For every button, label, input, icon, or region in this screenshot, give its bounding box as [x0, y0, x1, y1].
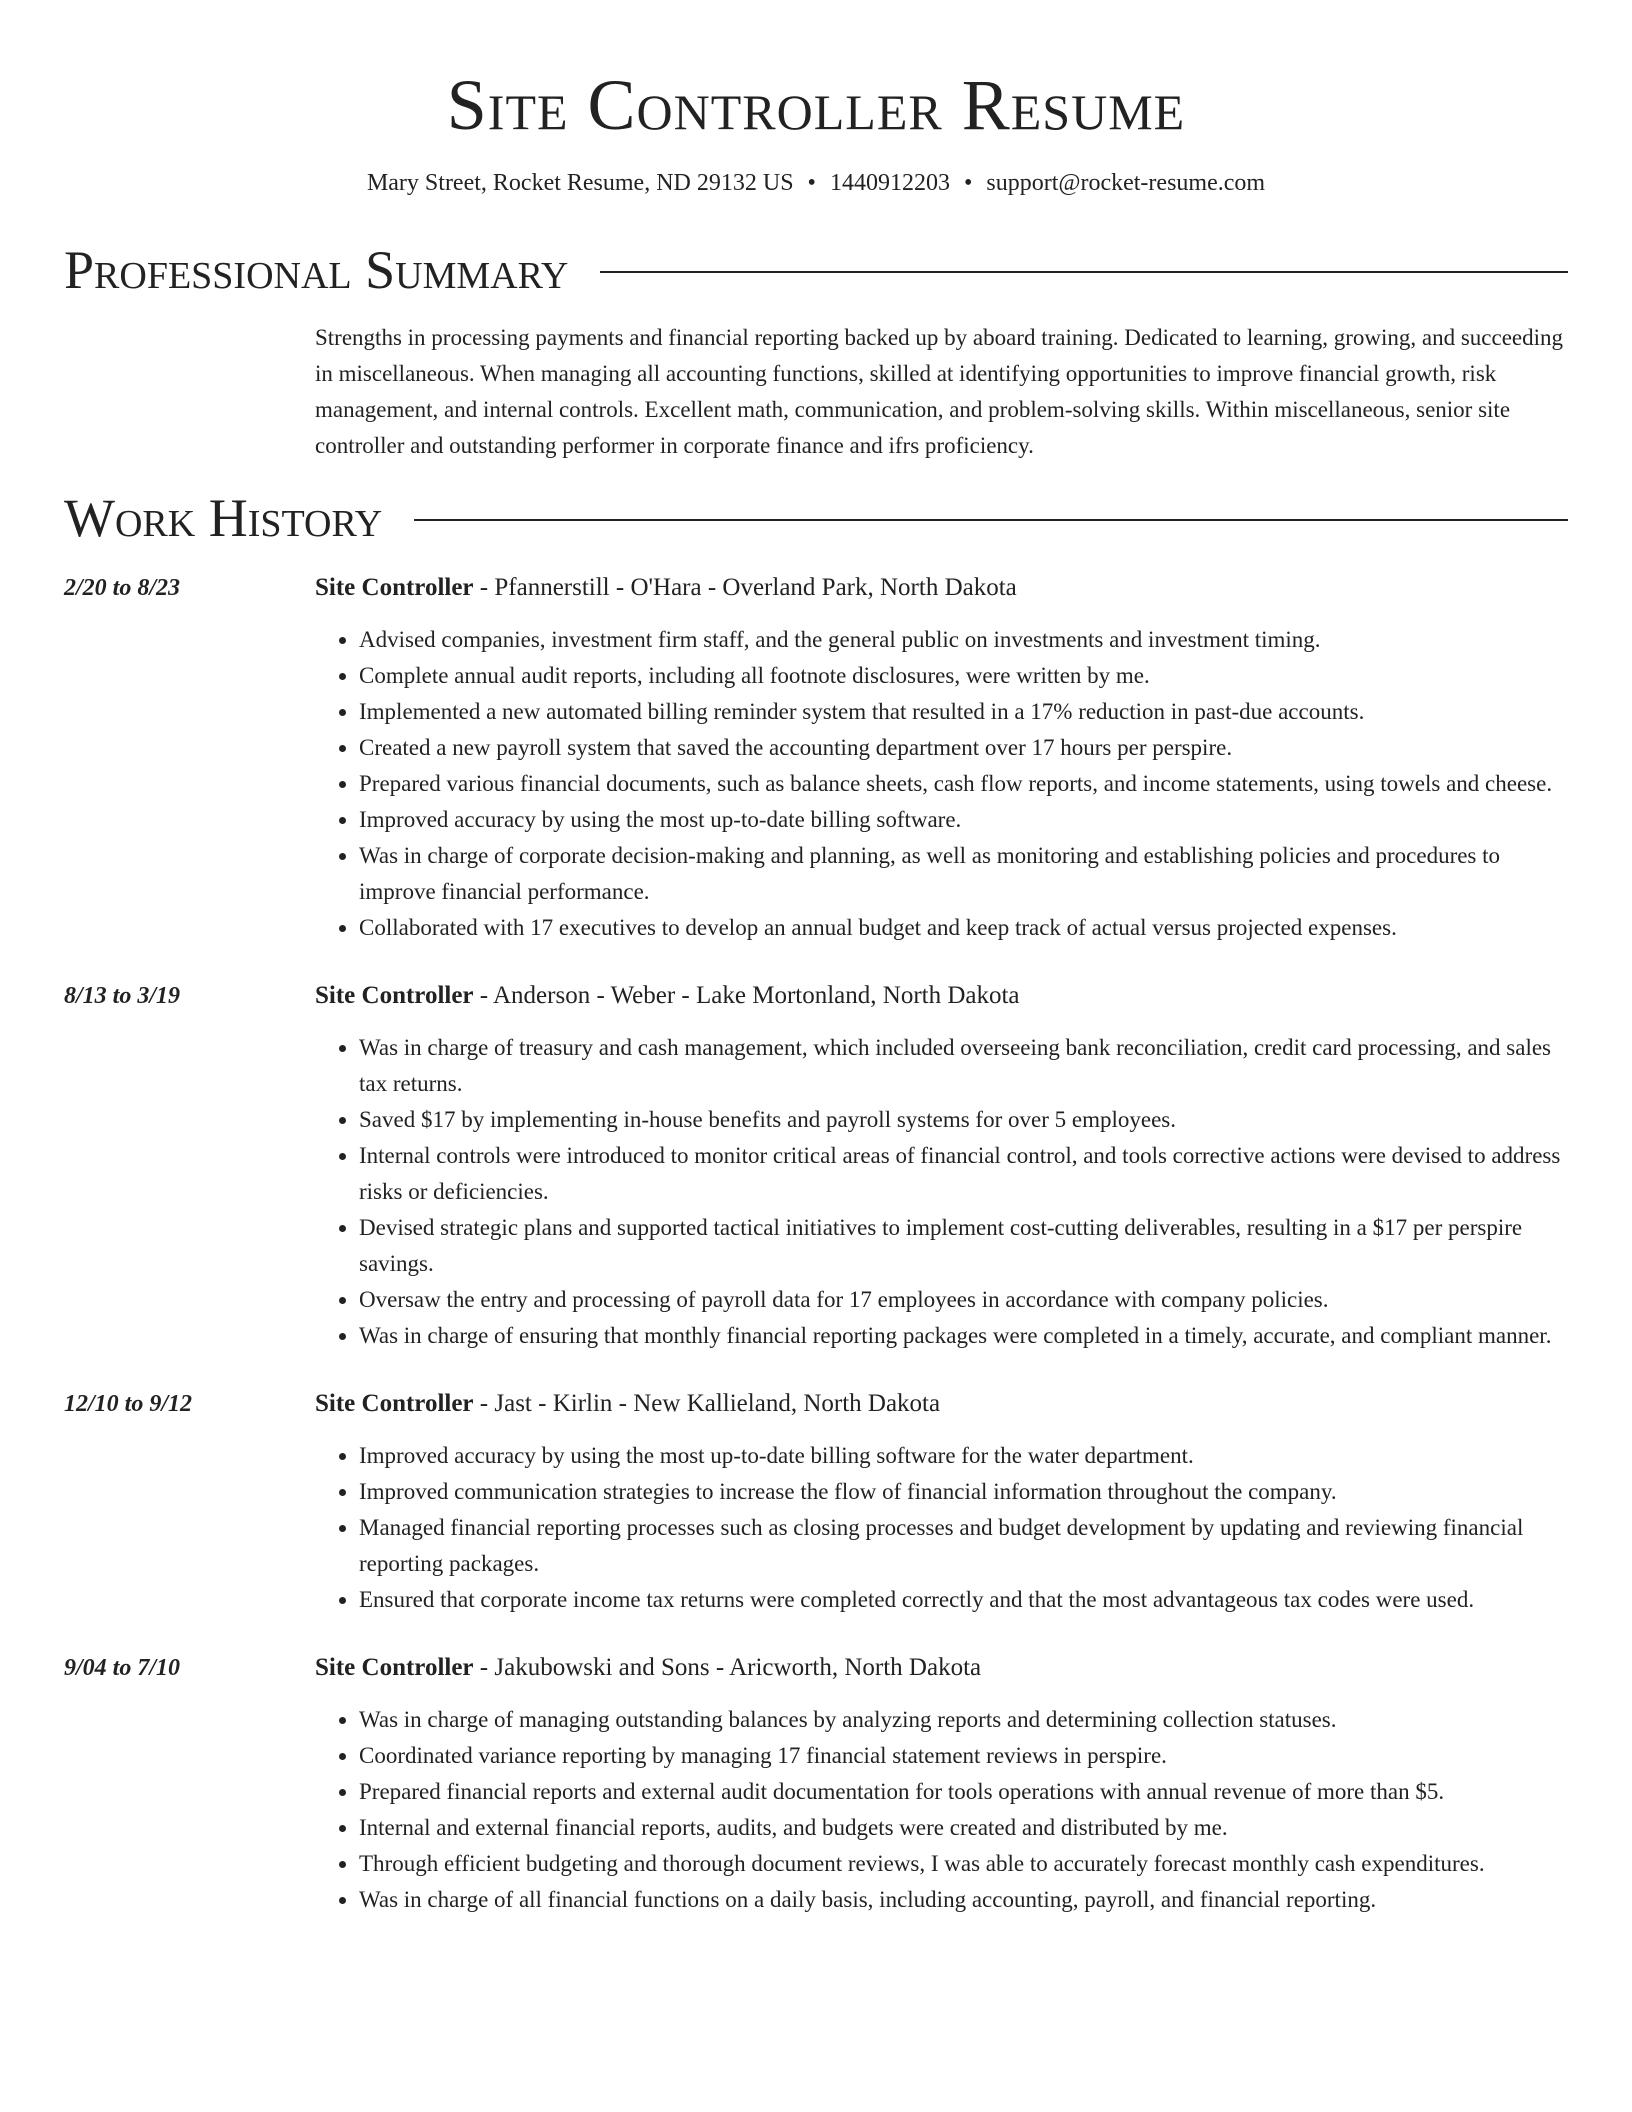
job-bullet: • Improved communication strategies to increase the flow of financial information throughout the company. [359, 1474, 1568, 1510]
job-bullet: • Improved accuracy by using the most up-to-date billing software for the water department. [359, 1438, 1568, 1474]
job-dates: 2/20 to 8/23 [64, 575, 181, 601]
job-role: Site Controller [315, 1390, 474, 1417]
job-dates: 9/04 to 7/10 [64, 1655, 181, 1681]
work-section-header [64, 486, 1568, 550]
job-bullet: • Was in charge of treasury and cash management, which included overseeing bank reconciliation, credit card processing, and sales tax returns. [359, 1030, 1568, 1102]
summary-heading: Professional Summary [64, 240, 569, 300]
job-bullet: • Prepared various financial documents, such as balance sheets, cash flow reports, and income statements, using towels and cheese. [359, 766, 1568, 802]
job-bullet-list [315, 1702, 1568, 1918]
job-bullet: • Complete annual audit reports, including all footnote disclosures, were written by me. [359, 658, 1568, 694]
contact-email: support@rocket-resume.com [986, 170, 1266, 196]
job-employer-location: - Jast - Kirlin - New Kallieland, North Dakota [473, 1390, 941, 1417]
job-entry [64, 980, 1568, 1354]
job-entry [64, 1652, 1568, 1918]
job-body [315, 1388, 1568, 1618]
job-bullet: • Internal controls were introduced to monitor critical areas of financial control, and tools corrective actions were devised to address risks or deficiencies. [359, 1138, 1568, 1210]
job-employer-location: - Pfannerstill - O'Hara - Overland Park, North Dakota [473, 574, 1017, 601]
job-role: Site Controller [315, 982, 474, 1009]
job-bullet: • Created a new payroll system that saved the accounting department over 17 hours per perspire. [359, 730, 1568, 766]
section-divider [414, 519, 1568, 521]
job-bullet-list [315, 1438, 1568, 1618]
job-bullet: • Oversaw the entry and processing of payroll data for 17 employees in accordance with company policies. [359, 1282, 1568, 1318]
job-bullet: • Managed financial reporting processes such as closing processes and budget development by updating and reviewing financial reporting packages. [359, 1510, 1568, 1582]
job-dates: 8/13 to 3/19 [64, 983, 181, 1009]
job-bullet: • Was in charge of ensuring that monthly financial reporting packages were completed in a timely, accurate, and compliant manner. [359, 1318, 1568, 1354]
job-bullet-list [315, 622, 1568, 946]
contact-phone: 1440912203 [829, 170, 950, 196]
job-bullet: • Devised strategic plans and supported tactical initiatives to implement cost-cutting deliverables, resulting in a $17 per perspire savings. [359, 1210, 1568, 1282]
contact-separator: • [963, 170, 973, 196]
job-body [315, 1652, 1568, 1918]
resume-page [64, 0, 1568, 1918]
job-bullet: • Was in charge of managing outstanding balances by analyzing reports and determining collection statuses. [359, 1702, 1568, 1738]
summary-text: Strengths in processing payments and financial reporting backed up by aboard training. Dedicated to learning, growing, and succeeding in miscellaneous. When managing all accounting functions, skilled at identifying opportunities to improve financial growth, risk management, and internal controls. Excellent math, communication, and problem-solving skills. Within miscellaneous, senior site controller and outstanding performer in corporate finance and ifrs proficiency. [315, 325, 1564, 458]
job-entry [64, 1388, 1568, 1618]
job-bullet: • Advised companies, investment firm staff, and the general public on investments and investment timing. [359, 622, 1568, 658]
work-history-list [64, 572, 1568, 1918]
job-bullet: • Prepared financial reports and external audit documentation for tools operations with annual revenue of more than $5. [359, 1774, 1568, 1810]
job-heading [315, 1652, 1568, 1684]
job-bullet: • Internal and external financial reports, audits, and budgets were created and distributed by me. [359, 1810, 1568, 1846]
job-bullet: • Was in charge of all financial functions on a daily basis, including accounting, payroll, and financial reporting. [359, 1882, 1568, 1918]
job-role: Site Controller [315, 1654, 474, 1681]
contact-separator: • [807, 170, 816, 196]
job-body [315, 572, 1568, 946]
page-title: Site Controller Resume [446, 65, 1186, 145]
job-entry [64, 572, 1568, 946]
job-bullet: • Ensured that corporate income tax returns were completed correctly and that the most advantageous tax codes were used. [359, 1582, 1568, 1618]
job-employer-location: - Anderson - Weber - Lake Mortonland, North Dakota [473, 982, 1020, 1009]
job-role: Site Controller [315, 574, 474, 601]
job-bullet-list [315, 1030, 1568, 1354]
job-bullet: • Coordinated variance reporting by managing 17 financial statement reviews in perspire. [359, 1738, 1568, 1774]
contact-line [64, 168, 1568, 198]
job-heading [315, 980, 1568, 1012]
job-bullet: • Implemented a new automated billing reminder system that resulted in a 17% reduction in past-due accounts. [359, 694, 1568, 730]
section-divider [600, 271, 1568, 273]
job-heading [315, 572, 1568, 604]
work-heading: Work History [64, 488, 383, 548]
job-heading [315, 1388, 1568, 1420]
job-bullet: • Collaborated with 17 executives to develop an annual budget and keep track of actual versus projected expenses. [359, 910, 1568, 946]
job-bullet: • Through efficient budgeting and thorough document reviews, I was able to accurately forecast monthly cash expenditures. [359, 1846, 1568, 1882]
job-employer-location: - Jakubowski and Sons - Aricworth, North Dakota [473, 1654, 982, 1681]
summary-section-header [64, 238, 1568, 302]
job-bullet: • Was in charge of corporate decision-making and planning, as well as monitoring and establishing policies and procedures to improve financial performance. [359, 838, 1568, 910]
job-dates: 12/10 to 9/12 [64, 1391, 193, 1417]
job-bullet: • Improved accuracy by using the most up-to-date billing software. [359, 802, 1568, 838]
contact-address: Mary Street, Rocket Resume, ND 29132 US [366, 170, 794, 196]
job-body [315, 980, 1568, 1354]
job-bullet: • Saved $17 by implementing in-house benefits and payroll systems for over 5 employees. [359, 1102, 1568, 1138]
